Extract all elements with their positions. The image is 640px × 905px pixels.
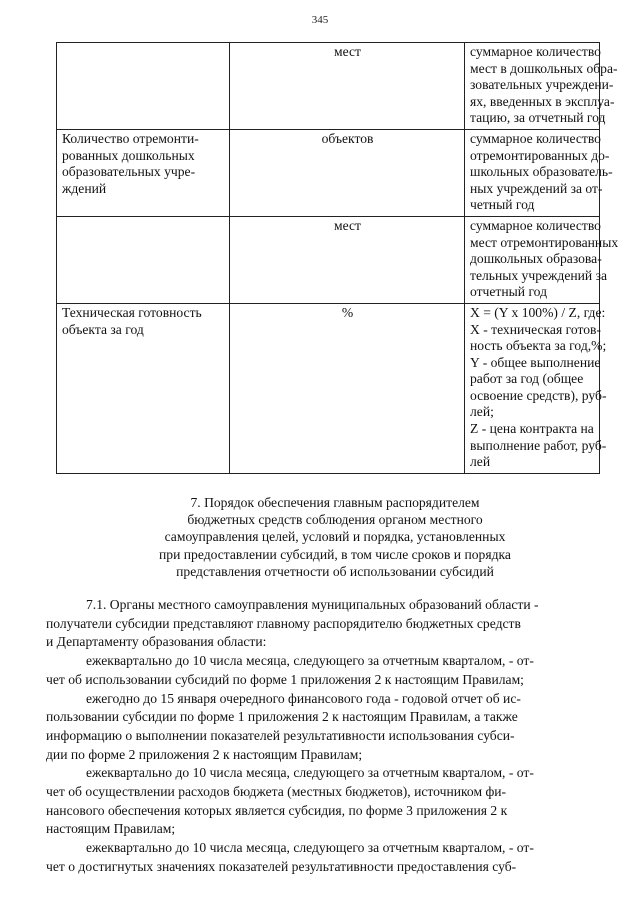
indicator-line: ждений <box>62 180 107 196</box>
description-line: X - техническая готов- <box>470 321 601 337</box>
heading-line: бюджетных средств соблюдения органом местного <box>187 512 483 528</box>
description-line: освоение средств), руб- <box>470 387 607 403</box>
indicators-table <box>56 42 619 474</box>
unit-cell: мест <box>230 43 465 130</box>
body-line: дии по форме 2 приложения 2 к настоящим Правилам; <box>46 746 363 762</box>
heading-line: представления отчетности об использовании субсидий <box>176 563 494 579</box>
description-line: суммарное количество <box>470 130 601 146</box>
table-row <box>57 43 600 130</box>
description-line: тацию, за отчетный год <box>470 110 606 126</box>
heading-line: при предоставлении субсидий, в том числе сроков и порядка <box>159 546 511 562</box>
description-line: тельных учреждений за <box>470 267 607 283</box>
body-line: пользовании субсидии по форме 1 приложения 2 к настоящим Правилам, а также <box>46 709 518 725</box>
description-line: мест отремонтированных <box>470 234 619 250</box>
description-cell <box>465 216 619 303</box>
body-line: получатели субсидии представляют главному распорядителю бюджетных средств <box>46 615 521 631</box>
description-line: мест в дошкольных обра- <box>470 60 618 76</box>
body-text <box>46 596 596 877</box>
body-line: ежегодно до 15 января очередного финансового года - годовой отчет об ис- <box>86 690 521 706</box>
description-line: лей <box>470 454 491 470</box>
description-line: X = (Y x 100%) / Z, где: <box>470 304 606 320</box>
description-line: работ за год (общее <box>470 371 584 387</box>
indicator-cell <box>57 129 230 216</box>
description-line: отчетный год <box>470 284 548 300</box>
unit-cell: % <box>230 303 465 473</box>
description-line: отремонтированных до- <box>470 147 610 163</box>
description-cell <box>465 43 618 130</box>
page-number: 345 <box>311 14 329 26</box>
body-line: настоящим Правилам; <box>46 821 176 837</box>
table-row <box>57 129 600 216</box>
description-line: зовательных учреждени- <box>470 77 614 93</box>
description-line: выполнение работ, руб- <box>470 437 607 453</box>
description-cell <box>465 129 613 216</box>
body-line: чет об использовании субсидий по форме 1 приложения 2 к настоящим Правилам; <box>46 671 524 687</box>
description-line: Z - цена контракта на <box>470 421 594 437</box>
heading-line: самоуправления целей, условий и порядка, установленных <box>164 529 506 545</box>
section-heading <box>0 494 640 580</box>
description-line: суммарное количество <box>470 44 601 59</box>
body-line: 7.1. Органы местного самоуправления муниципальных образований области - <box>86 597 539 612</box>
description-line: ях, введенных в эксплуа- <box>470 93 615 109</box>
unit-cell: мест <box>230 216 465 303</box>
description-line: суммарное количество <box>470 217 601 233</box>
body-line: нансового обеспечения которых является субсидия, по форме 3 приложения 2 к <box>46 802 508 818</box>
body-line: чет о достигнутых значениях показателей результативности предоставления суб- <box>46 858 517 874</box>
unit-cell: объектов <box>230 129 465 216</box>
heading-line: 7. Порядок обеспечения главным распорядителем <box>190 495 480 510</box>
description-line: лей; <box>470 404 494 420</box>
indicator-line: рованных дошкольных <box>62 147 195 163</box>
description-line: школьных образователь- <box>470 164 613 180</box>
description-line: дошкольных образова- <box>470 251 602 267</box>
table-row <box>57 216 600 303</box>
description-line: четный год <box>470 197 535 213</box>
indicator-line: образовательных учре- <box>62 164 196 180</box>
description-line: ных учреждений за от- <box>470 180 603 196</box>
description-line: ность объекта за год,%; <box>470 338 607 354</box>
indicator-cell <box>57 216 230 303</box>
body-line: и Департаменту образования области: <box>46 634 267 650</box>
indicator-cell <box>57 43 230 130</box>
body-line: ежеквартально до 10 числа месяца, следующего за отчетным кварталом, - от- <box>86 840 534 856</box>
table-row <box>57 303 600 473</box>
description-line: Y - общее выполнение <box>470 354 601 370</box>
indicator-line: Количество отремонти- <box>62 130 199 146</box>
body-line: ежеквартально до 10 числа месяца, следующего за отчетным кварталом, - от- <box>86 765 534 781</box>
indicator-line: Техническая готовность <box>62 304 202 320</box>
body-line: чет об осуществлении расходов бюджета (местных бюджетов), источником фи- <box>46 784 507 800</box>
indicator-line: объекта за год <box>62 321 144 337</box>
description-cell <box>465 303 607 473</box>
indicator-cell <box>57 303 230 473</box>
body-line: информацию о выполнении показателей результативности использования субси- <box>46 727 515 743</box>
body-line: ежеквартально до 10 числа месяца, следующего за отчетным кварталом, - от- <box>86 653 534 669</box>
